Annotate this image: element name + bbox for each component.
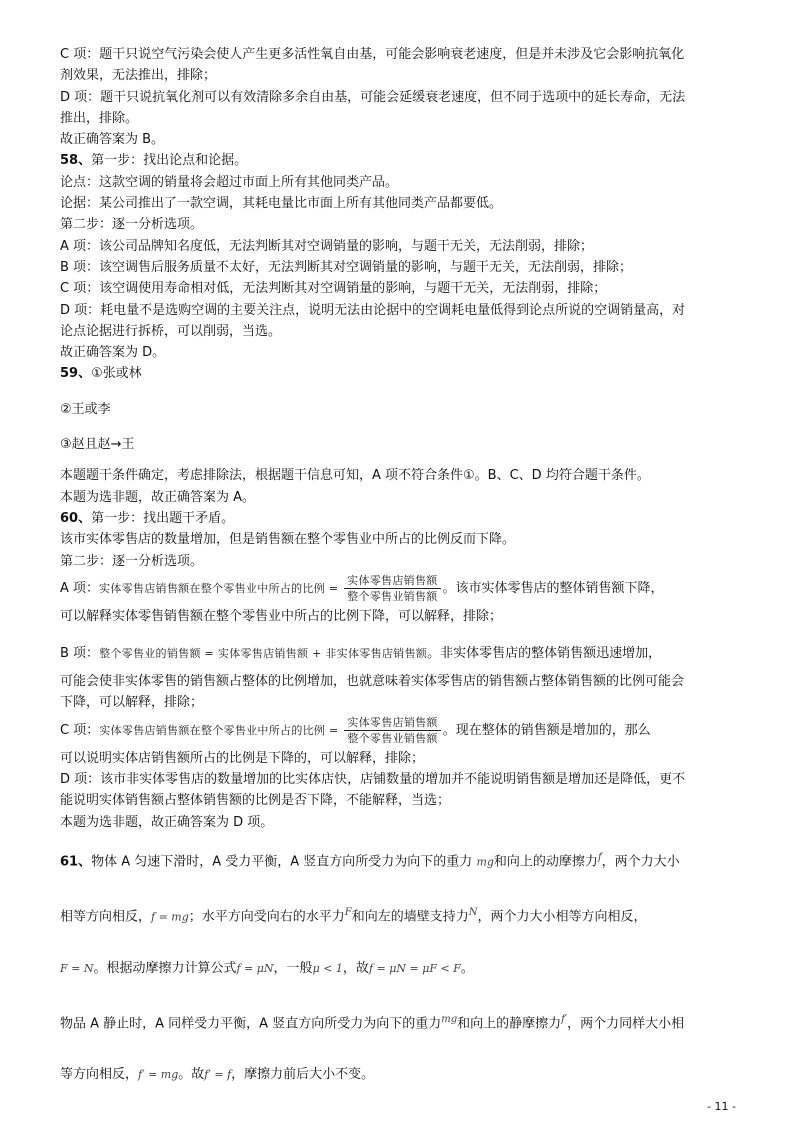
q60-option-b-line2: 可能会使非实体零售的销售额占整体的比例增加，也就意味着实体零售店的销售额占整体销售额的比例可能会: [60, 674, 685, 690]
q61-l2d: ，两个力大小相等方向相反，: [477, 909, 647, 925]
q60-formula-c-lhs: 实体零售店销售额在整个零售业中所占的比例 =: [99, 723, 343, 737]
q61-eq-fprime-f: f′ = f: [204, 1067, 232, 1081]
q61-l5b: 。故: [178, 1066, 205, 1082]
q60-number: 60、: [60, 510, 92, 526]
q57-option-d-line2: 推出，排除。: [60, 110, 139, 126]
q60-formula-c-fraction: [344, 715, 440, 746]
q58-option-c: C 项：该空调使用寿命相对低，无法判断其对空调销量的影响，与题干无关，无法削弱，排除；: [60, 281, 607, 297]
q58-option-d-line2: 论点论据进行拆桥，可以削弱，当选。: [60, 323, 282, 339]
q60-option-b-line1: [60, 637, 742, 671]
q58-option-d-line1: D 项：耗电量不是选购空调的主要关注点，说明无法由论据中的空调耗电量低得到论点所说的空调销量高，对: [60, 302, 686, 318]
q61-line4: [60, 1005, 742, 1038]
q57-option-c-line2: 剂效果，无法推出，排除；: [60, 68, 217, 84]
q61-F-1: F: [344, 907, 352, 919]
q60-formula-b: 整个零售业的销售额 = 实体零售店销售额 + 非实体零售店销售额: [99, 647, 428, 661]
q60-option-d-line2: 能说明实体销售额占整体销售额的比例是否下降，不能解释，当选；: [60, 793, 451, 809]
q58-number: 58、: [60, 153, 92, 169]
q61-N-1: N: [468, 907, 478, 919]
q61-l5c: ，摩擦力前后大小不变。: [231, 1066, 375, 1082]
q60-option-b-text1: 。非实体零售店的整体销售额迅速增加，: [427, 646, 662, 662]
q60-formula-c-denominator: 整个零售业销售额: [347, 731, 438, 745]
q58-argument-basis: 论据：某公司推出了一款空调，其耗电量比市面上所有其他同类产品都要低。: [60, 196, 503, 212]
q61-l1c: ，两个力大小: [601, 854, 680, 870]
q60-option-a-label: A 项：: [60, 580, 100, 596]
q60-option-c-line2: 可以说明实体店销售额所占的比例是下降的，可以解释，排除；: [60, 750, 425, 766]
q61-eq-f-mg: f = mg: [151, 910, 189, 924]
q61-eq-f-muN: f = μN: [236, 961, 274, 975]
q60-answer: 本题为选非题，故正确答案为 D 项。: [60, 814, 274, 830]
q61-l3b: ，一般: [273, 960, 313, 976]
q60-option-b-line3: 下降，可以解释，排除；: [60, 695, 204, 711]
q61-l2c: 和向左的墙壁支持力: [351, 909, 469, 925]
q61-l4a: 物品 A 静止时，A 同样受力平衡，A 竖直方向所受力为向下的重力: [60, 1015, 442, 1031]
q61-l5a: 等方向相反，: [60, 1066, 139, 1082]
q60-contradiction: 该市实体零售店的数量增加，但是销售额在整个零售业中所占的比例反而下降。: [60, 532, 516, 548]
q61-eq-F-N: F = N: [60, 961, 94, 975]
q61-l3d: 。: [460, 960, 474, 976]
q58-heading: [60, 150, 742, 171]
q60-option-b-label: B 项：: [60, 646, 100, 662]
q60-step2: 第二步：逐一分析选项。: [60, 553, 204, 569]
q58-answer: 故正确答案为 D。: [60, 345, 166, 361]
q61-l2b: ；水平方向受向右的水平力: [188, 909, 345, 925]
q61-l3a: 。根据动摩擦力计算公式: [93, 960, 237, 976]
q61-mg-2: mg: [441, 1013, 458, 1025]
q60-option-d-line1: D 项：该市非实体零售店的数量增加的比实体店快，店铺数量的增加并不能说明销售额是增加还是降低，更不: [60, 772, 686, 788]
q57-option-c-line1: C 项：题干只说空气污染会使人产生更多活性氧自由基，可能会影响衰老速度，但是并未涉及它会影响抗氧化: [60, 47, 685, 62]
q59-explanation: 本题题干条件确定，考虑排除法，根据题干信息可知，A 项不符合条件①。B、C、D 均符合题干条件。: [60, 468, 650, 484]
q61-l1b: 和向上的动摩擦力: [493, 854, 598, 870]
q60-option-c-text1: 。现在整体的销售额是增加的，那么: [442, 722, 651, 738]
q60-option-c-line1: [60, 714, 742, 748]
q57-answer: 故正确答案为 B。: [60, 132, 165, 148]
q61-l4c: ，两个力同样大小相: [567, 1015, 685, 1031]
q61-line1: [60, 843, 742, 876]
q60-formula-a-denominator: 整个零售业销售额: [347, 589, 438, 603]
q58-step1: 第一步：找出论点和论据。: [91, 153, 248, 169]
q61-f-prime-1: f′: [561, 1013, 568, 1025]
q60-option-a-line1: [60, 572, 742, 606]
q61-line2: [60, 898, 742, 931]
q61-mu-lt-1: μ < 1: [312, 961, 343, 975]
q61-l2a: 相等方向相反，: [60, 909, 152, 925]
q58-argument-point: 论点：这款空调的销量将会超过市面上所有其他同类产品。: [60, 174, 399, 190]
q61-f-1: f: [597, 851, 602, 863]
q57-option-d-line1: D 项：题干只说抗氧化剂可以有效清除多余自由基，可能会延缓衰老速度，但不同于选项中的延长寿命，无法: [60, 89, 686, 105]
q60-formula-a-fraction: [344, 573, 440, 604]
q58-option-b: B 项：该空调售后服务质量不太好，无法判断其对空调销量的影响，与题干无关，无法削弱，排除；: [60, 259, 633, 275]
q61-line3: [60, 954, 742, 983]
q58-option-a: A 项：该公司品牌知名度低，无法判断其对空调销量的影响，与题干无关，无法削弱，排除；: [60, 238, 594, 254]
q59-answer: 本题为选非题，故正确答案为 A。: [60, 489, 256, 505]
q60-option-a-line2: 可以解释实体零售销售额在整个零售业中所占的比例下降，可以解释，排除；: [60, 608, 503, 624]
q60-heading: [60, 508, 742, 529]
q61-l3c: ，故: [342, 960, 369, 976]
q60-step1: 第一步：找出题干矛盾。: [91, 510, 235, 526]
q60-formula-a-lhs: 实体零售店销售额在整个零售业中所占的比例 =: [99, 581, 343, 595]
q61-line5: [60, 1060, 742, 1089]
q59-heading: [60, 363, 742, 384]
q59-number: 59、: [60, 366, 92, 382]
page-number: - 11 -: [707, 1100, 736, 1113]
q59-item1: ①张或林: [91, 366, 142, 382]
q60-formula-a-numerator: 实体零售店销售额: [344, 573, 440, 589]
q61-eq-chain: f = μN = μF < F: [368, 961, 461, 975]
q61-l4b: 和向上的静摩擦力: [457, 1015, 562, 1031]
q61-l1a: 物体 A 匀速下滑时，A 受力平衡，A 竖直方向所受力为向下的重力: [91, 854, 477, 870]
q61-mg-1: mg: [476, 855, 494, 869]
q61-number: 61、: [60, 854, 92, 870]
q60-option-a-text1: 。该市实体零售店的整体销售额下降，: [442, 580, 664, 596]
q59-item3: ③赵且赵→王: [60, 437, 135, 453]
q60-option-c-label: C 项：: [60, 722, 100, 738]
q59-item2: ②王或李: [60, 401, 111, 417]
q61-eq-fprime-mg: f′ = mg: [138, 1067, 179, 1081]
q58-step2: 第二步：逐一分析选项。: [60, 217, 204, 233]
q60-formula-c-numerator: 实体零售店销售额: [344, 715, 440, 731]
